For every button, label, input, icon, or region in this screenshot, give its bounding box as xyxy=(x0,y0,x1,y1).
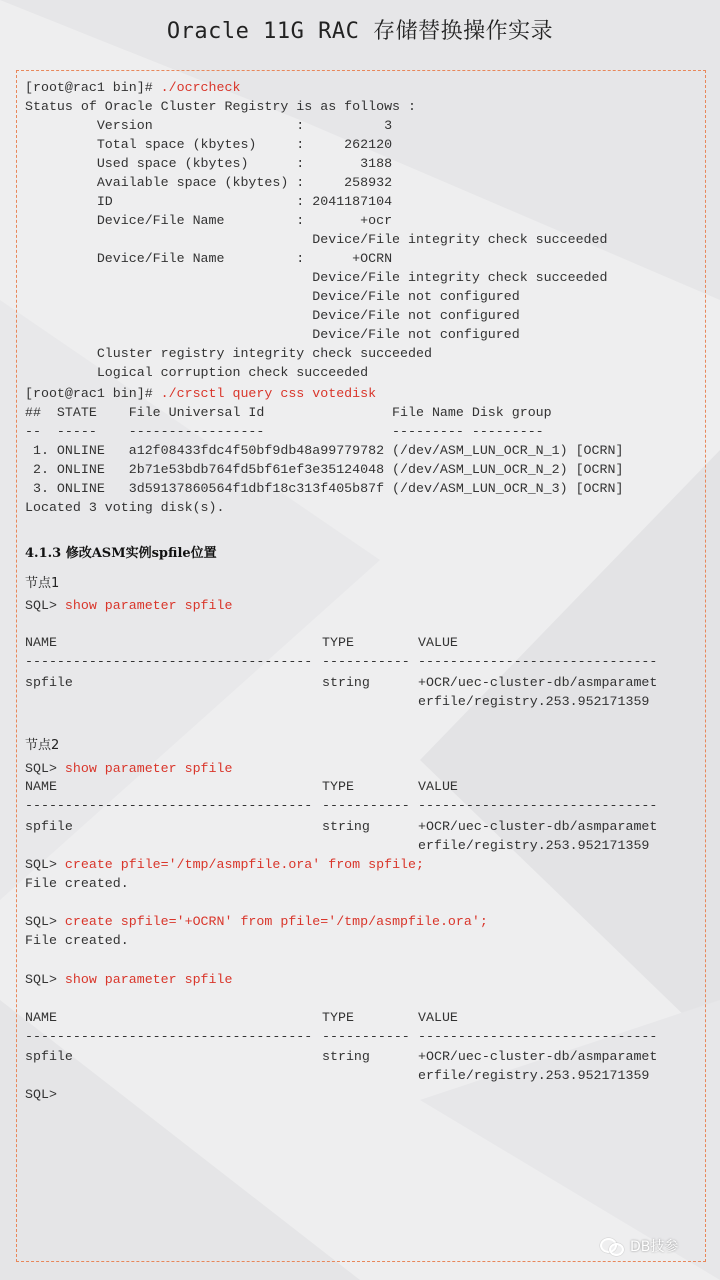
col-name-header: NAME xyxy=(25,635,57,650)
node2-label: 节点2 xyxy=(25,738,60,753)
output-line: Device/File integrity check succeeded xyxy=(25,232,608,247)
row-value: +OCR/uec-cluster-db/asmparamet xyxy=(418,819,658,834)
output-line: Device/File not configured xyxy=(25,308,520,323)
output-line: Version : 3 xyxy=(25,118,393,133)
output-line: Device/File not configured xyxy=(25,289,520,304)
col-name-header: NAME xyxy=(25,1010,57,1025)
watermark-text: DB技参 xyxy=(630,1239,679,1255)
row-type: string xyxy=(322,1049,370,1064)
sql-prompt: SQL> xyxy=(25,857,65,872)
row-type: string xyxy=(322,819,370,834)
sql-final-prompt: SQL> xyxy=(25,1087,57,1102)
col-type-separator: ----------- xyxy=(322,654,410,669)
sql-command: show parameter spfile xyxy=(64,761,233,776)
output-line: Device/File not configured xyxy=(25,327,520,342)
row-value: +OCR/uec-cluster-db/asmparamet xyxy=(418,675,658,690)
sql-command: create pfile='/tmp/asmpfile.ora' from spfile; xyxy=(64,857,424,872)
ocrcheck-command-line xyxy=(25,78,240,97)
sql-prompt: SQL> xyxy=(25,914,65,929)
col-type-separator: ----------- xyxy=(322,1029,410,1044)
page-title: Oracle 11G RAC 存储替换操作实录 xyxy=(166,19,554,44)
sql-command-line xyxy=(25,912,488,931)
votedisk-row: 1. ONLINE a12f08433fdc4f50bf9db48a99779782 (/dev/ASM_LUN_OCR_N_1) [OCRN] xyxy=(25,443,624,458)
col-value-header: VALUE xyxy=(418,1010,458,1025)
output-line: Device/File Name : +OCRN xyxy=(25,251,393,266)
output-line: Device/File integrity check succeeded xyxy=(25,270,608,285)
col-value-separator: ------------------------------ xyxy=(418,798,658,813)
row-value-cont: erfile/registry.253.952171359 xyxy=(418,694,650,709)
shell-prompt: [root@rac1 bin]# xyxy=(25,386,161,401)
output-line: ID : 2041187104 xyxy=(25,194,393,209)
col-value-header: VALUE xyxy=(418,635,458,650)
sql-command: show parameter spfile xyxy=(64,598,233,613)
col-type-header: TYPE xyxy=(322,1010,354,1025)
section-heading: 4.1.3 修改ASM实例spfile位置 xyxy=(25,546,217,561)
output-line: Total space (kbytes) : 262120 xyxy=(25,137,393,152)
output-line: Status of Oracle Cluster Registry is as follows : xyxy=(25,99,416,114)
col-name-separator: ------------------------------------ xyxy=(25,654,313,669)
row-value: +OCR/uec-cluster-db/asmparamet xyxy=(418,1049,658,1064)
col-value-header: VALUE xyxy=(418,779,458,794)
sql-prompt: SQL> xyxy=(25,598,65,613)
votedisk-row: 2. ONLINE 2b71e53bdb764fd5bf61ef3e35124048 (/dev/ASM_LUN_OCR_N_2) [OCRN] xyxy=(25,462,624,477)
votedisk-header: ## STATE File Universal Id File Name Disk group xyxy=(25,405,552,420)
watermark xyxy=(600,1236,678,1256)
col-name-header: NAME xyxy=(25,779,57,794)
col-name-separator: ------------------------------------ xyxy=(25,1029,313,1044)
row-type: string xyxy=(322,675,370,690)
output-line: Used space (kbytes) : 3188 xyxy=(25,156,393,171)
row-name: spfile xyxy=(25,675,73,690)
sql-output: File created. xyxy=(25,933,129,948)
col-value-separator: ------------------------------ xyxy=(418,654,658,669)
output-line: Device/File Name : +ocr xyxy=(25,213,393,228)
wechat-icon xyxy=(600,1236,626,1256)
node1-label: 节点1 xyxy=(25,576,60,591)
ocrcheck-command: ./ocrcheck xyxy=(160,80,241,95)
output-line: Logical corruption check succeeded xyxy=(25,365,369,380)
row-value-cont: erfile/registry.253.952171359 xyxy=(418,1068,650,1083)
col-name-separator: ------------------------------------ xyxy=(25,798,313,813)
shell-prompt: [root@rac1 bin]# xyxy=(25,80,161,95)
votedisk-summary: Located 3 voting disk(s). xyxy=(25,500,225,515)
votedisk-command: ./crsctl query css votedisk xyxy=(160,386,377,401)
sql-command: create spfile='+OCRN' from pfile='/tmp/asmpfile.ora'; xyxy=(64,914,488,929)
col-value-separator: ------------------------------ xyxy=(418,1029,658,1044)
sql-command-line xyxy=(25,855,424,874)
sql-command-line xyxy=(25,759,232,778)
output-line: Available space (kbytes) : 258932 xyxy=(25,175,393,190)
sql-command-line xyxy=(25,596,232,615)
sql-command-line xyxy=(25,970,232,989)
sql-command: show parameter spfile xyxy=(64,972,233,987)
output-line: Cluster registry integrity check succeeded xyxy=(25,346,432,361)
sql-prompt: SQL> xyxy=(25,761,65,776)
row-name: spfile xyxy=(25,1049,73,1064)
col-type-separator: ----------- xyxy=(322,798,410,813)
votedisk-row: 3. ONLINE 3d59137860564f1dbf18c313f405b87f (/dev/ASM_LUN_OCR_N_3) [OCRN] xyxy=(25,481,624,496)
col-type-header: TYPE xyxy=(322,779,354,794)
votedisk-command-line xyxy=(25,384,376,403)
row-name: spfile xyxy=(25,819,73,834)
sql-output: File created. xyxy=(25,876,129,891)
sql-prompt: SQL> xyxy=(25,972,65,987)
row-value-cont: erfile/registry.253.952171359 xyxy=(418,838,650,853)
votedisk-separator: -- ----- ----------------- --------- --------- xyxy=(25,424,544,439)
col-type-header: TYPE xyxy=(322,635,354,650)
